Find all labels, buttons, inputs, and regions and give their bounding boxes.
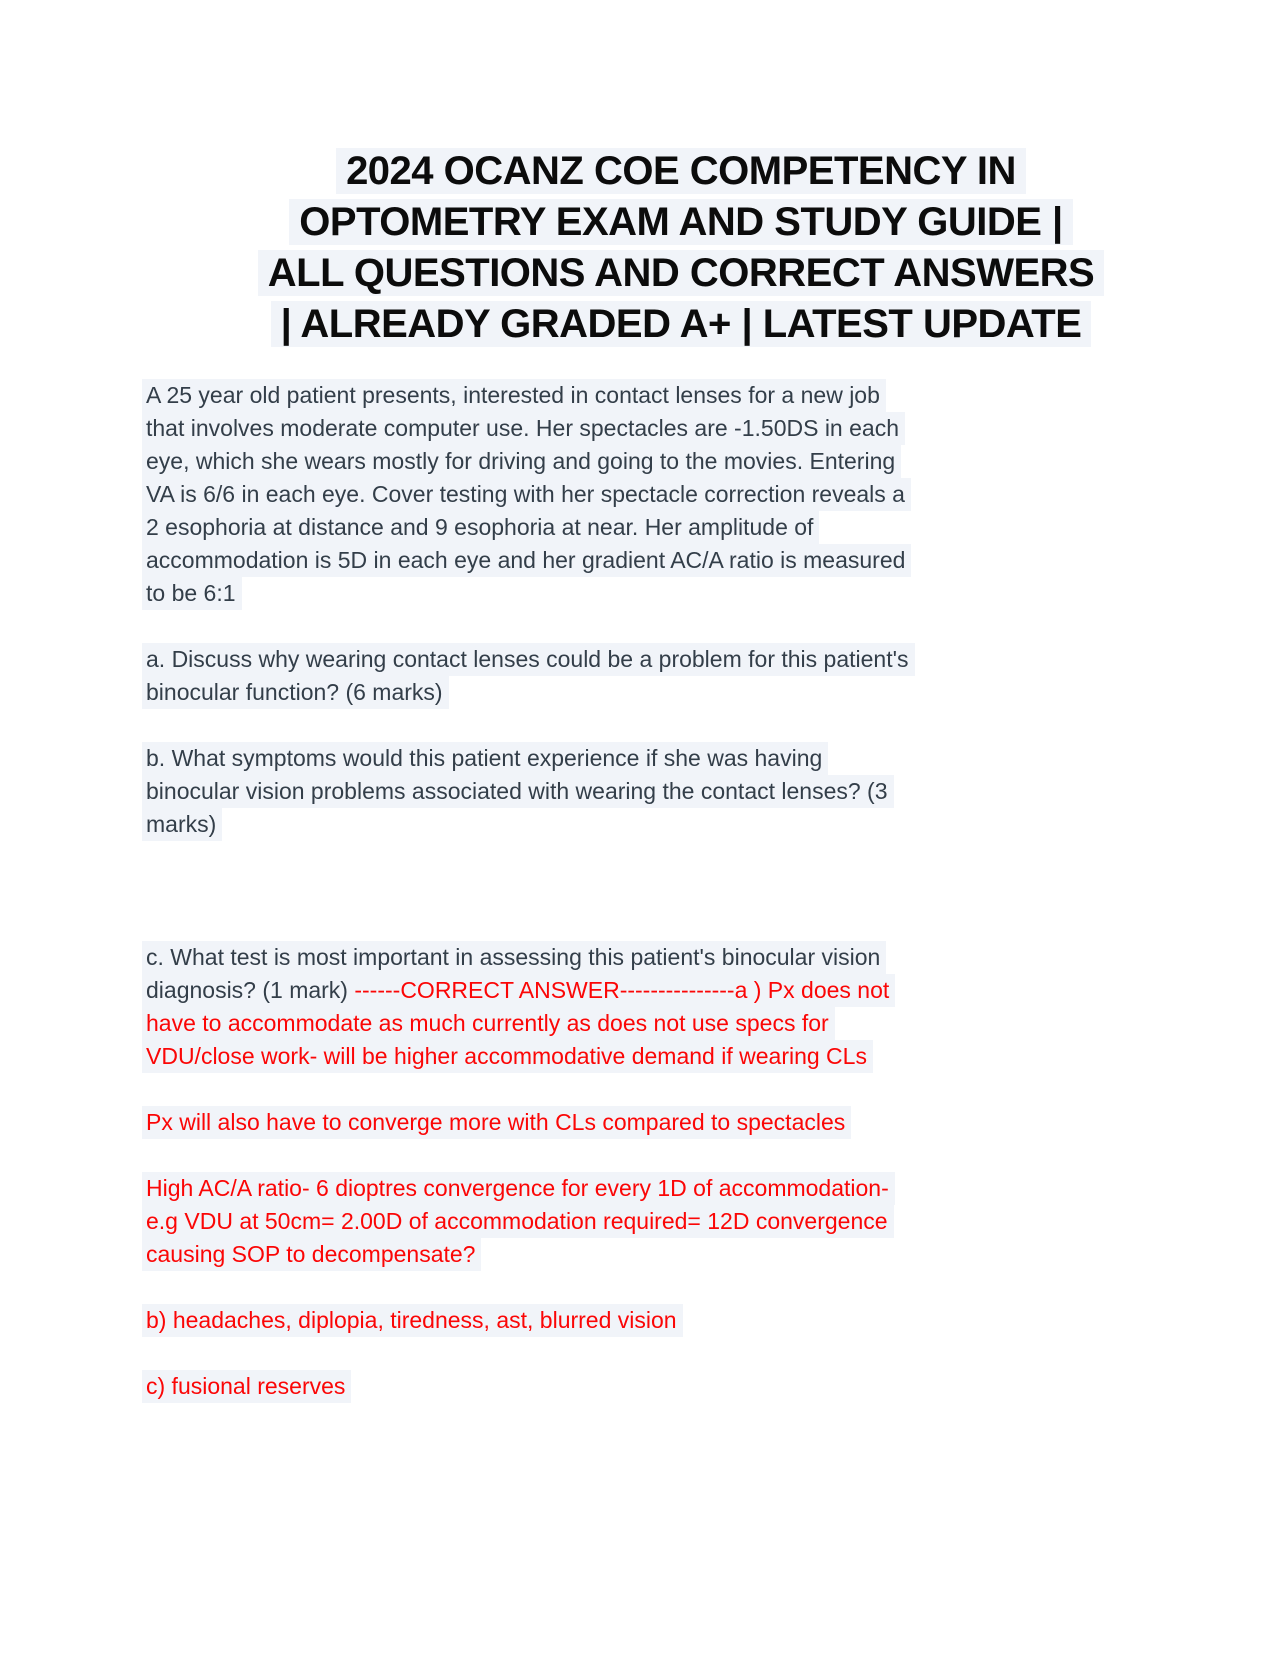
text-line xyxy=(142,643,915,676)
text-line xyxy=(142,1370,351,1403)
text-segment: binocular function? (6 marks) xyxy=(146,679,443,705)
text-segment: A 25 year old patient presents, interested in contact lenses for a new job xyxy=(146,382,880,408)
text-line xyxy=(142,1304,683,1337)
text-line xyxy=(142,577,242,610)
text-segment: High AC/A ratio- 6 dioptres convergence for every 1D of accommodation- xyxy=(146,1175,889,1201)
text-line xyxy=(142,478,911,511)
title-line-3: ALL QUESTIONS AND CORRECT ANSWERS xyxy=(258,250,1105,296)
text-segment: marks) xyxy=(146,811,217,837)
title-line-1: 2024 OCANZ COE COMPETENCY IN xyxy=(336,148,1026,194)
title-line-2: OPTOMETRY EXAM AND STUDY GUIDE | xyxy=(289,199,1072,245)
text-segment: causing SOP to decompensate? xyxy=(146,1241,476,1267)
text-segment: c) fusional reserves xyxy=(146,1373,346,1399)
text-segment: ------CORRECT ANSWER---------------a ) Px does not xyxy=(354,977,890,1003)
text-line xyxy=(142,808,222,841)
text-segment: VA is 6/6 in each eye. Cover testing with her spectacle correction reveals a xyxy=(146,481,905,507)
text-line xyxy=(142,974,895,1007)
text-line xyxy=(142,544,911,577)
title-line-4: | ALREADY GRADED A+ | LATEST UPDATE xyxy=(271,301,1092,347)
text-line xyxy=(142,742,828,775)
document-body xyxy=(142,379,1220,1403)
text-line xyxy=(142,445,901,478)
text-segment: VDU/close work- will be higher accommodative demand if wearing CLs xyxy=(146,1043,867,1069)
text-segment: have to accommodate as much currently as does not use specs for xyxy=(146,1010,829,1036)
text-line xyxy=(142,1238,481,1271)
text-segment: accommodation is 5D in each eye and her gradient AC/A ratio is measured xyxy=(146,547,906,573)
text-segment: binocular vision problems associated with wearing the contact lenses? (3 xyxy=(146,778,888,804)
answer-c-fusional-reserves xyxy=(142,1370,1220,1403)
text-segment: c. What test is most important in assessing this patient's binocular vision xyxy=(146,944,881,970)
text-line xyxy=(142,511,819,544)
text-line xyxy=(142,941,886,974)
text-segment: b. What symptoms would this patient experience if she was having xyxy=(146,745,823,771)
text-line xyxy=(142,412,905,445)
text-line xyxy=(142,676,449,709)
text-segment: diagnosis? (1 mark) xyxy=(146,977,355,1003)
text-line xyxy=(142,775,894,808)
text-segment: that involves moderate computer use. Her spectacles are -1.50DS in each xyxy=(146,415,899,441)
text-line xyxy=(142,1007,835,1040)
text-line xyxy=(142,1040,873,1073)
question-c-with-answer xyxy=(142,941,1220,1073)
question-b xyxy=(142,742,1220,841)
text-segment: eye, which she wears mostly for driving and going to the movies. Entering xyxy=(146,448,896,474)
text-segment: to be 6:1 xyxy=(146,580,236,606)
text-segment: e.g VDU at 50cm= 2.00D of accommodation required= 12D convergence xyxy=(146,1208,888,1234)
answer-convergence xyxy=(142,1106,1220,1139)
page-title xyxy=(142,148,1220,347)
text-segment: 2 esophoria at distance and 9 esophoria at near. Her amplitude of xyxy=(146,514,814,540)
answer-aca-ratio xyxy=(142,1172,1220,1271)
case-vignette xyxy=(142,379,1220,610)
text-line xyxy=(142,1205,894,1238)
text-line xyxy=(142,379,886,412)
question-a xyxy=(142,643,1220,709)
text-segment: Px will also have to converge more with CLs compared to spectacles xyxy=(146,1109,846,1135)
text-line xyxy=(142,1106,851,1139)
answer-b-symptoms xyxy=(142,1304,1220,1337)
text-segment: b) headaches, diplopia, tiredness, ast, blurred vision xyxy=(146,1307,677,1333)
text-line xyxy=(142,1172,895,1205)
text-segment: a. Discuss why wearing contact lenses could be a problem for this patient's xyxy=(146,646,909,672)
